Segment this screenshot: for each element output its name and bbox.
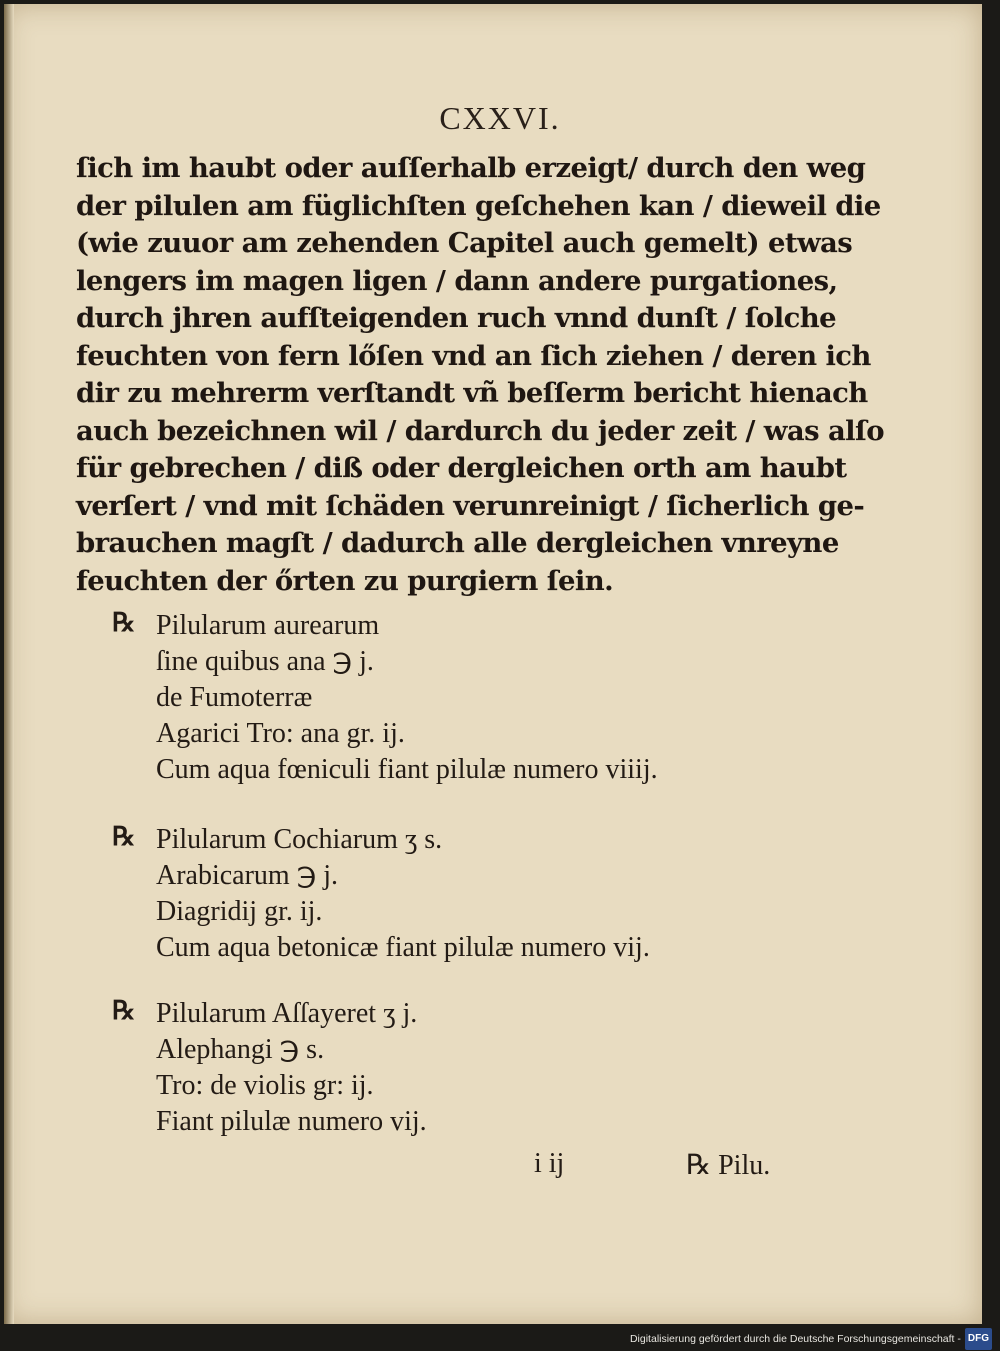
dfg-logo: DFG (965, 1328, 992, 1350)
recipe-symbol: ℞ (112, 608, 136, 637)
recipe-symbol: ℞ (112, 822, 136, 851)
recipe-line: Cum aqua fœniculi fiant pilulæ numero viiij. (156, 754, 658, 785)
text-line: (wie zuuor am zehenden Capitel auch gemelt) etwas (76, 227, 853, 259)
catchword: ℞ Pilu. (686, 1150, 771, 1181)
text-line: ſich im haubt oder auſſerhalb erzeigt/ durch den weg (76, 152, 866, 184)
recipe-line: Fiant pilulæ numero vij. (156, 1106, 427, 1137)
page-edge (4, 4, 14, 1324)
text-line: der pilulen am füglichſten geſchehen kan / dieweil die (76, 189, 881, 222)
digitization-credit (630, 1329, 992, 1349)
text-line: für gebrechen / diß oder dergleichen orth am haubt (76, 452, 847, 484)
recipe-line: Tro: de violis gr: ij. (156, 1070, 374, 1101)
signature-mark: i ij (534, 1148, 565, 1179)
text-line: durch jhren aufſteigenden ruch vnnd dunſt / ſolche (76, 302, 837, 334)
page-header: CXXVI. (439, 100, 561, 136)
text-line: feuchten der őrten zu purgiern ſein. (76, 564, 614, 597)
recipe-line: ſine quibus ana ℈ j. (156, 646, 374, 677)
text-line: verſert / vnd mit ſchäden verunreinigt / ſicherlich ge- (76, 489, 865, 522)
recipe-line: Agarici Tro: ana gr. ij. (156, 718, 405, 749)
recipe-line: de Fumoterræ (156, 682, 313, 713)
text-line: lengers im magen ligen / dann andere purgationes, (76, 264, 838, 297)
body-paragraph (76, 150, 884, 600)
recipe-line: Diagridij gr. ij. (156, 896, 323, 927)
recipe-line: Pilularum aurearum (156, 610, 380, 641)
recipe-symbol: ℞ (112, 996, 136, 1025)
text-line: dir zu mehrerm verſtandt vñ beſſerm bericht hienach (76, 377, 868, 409)
recipe-line: Cum aqua betonicæ fiant pilulæ numero vij. (156, 932, 650, 963)
credit-text: Digitalisierung gefördert durch die Deutsche Forschungsgemeinschaft - (629, 1333, 961, 1345)
recipe-line: Alephangi ℈ s. (156, 1034, 325, 1065)
recipe-line: Pilularum Cochiarum ʒ s. (156, 824, 443, 855)
text-line: auch bezeichnen wil / dardurch du jeder zeit / was alſo (76, 414, 884, 447)
text-line: brauchen magſt / dadurch alle dergleichen vnreyne (76, 527, 839, 559)
recipe-line: Pilularum Aſſayeret ʒ j. (156, 998, 418, 1029)
recipe-line: Arabicarum ℈ j. (156, 860, 339, 891)
text-line: feuchten von fern lőſen vnd an ſich ziehen / deren ich (76, 339, 871, 372)
